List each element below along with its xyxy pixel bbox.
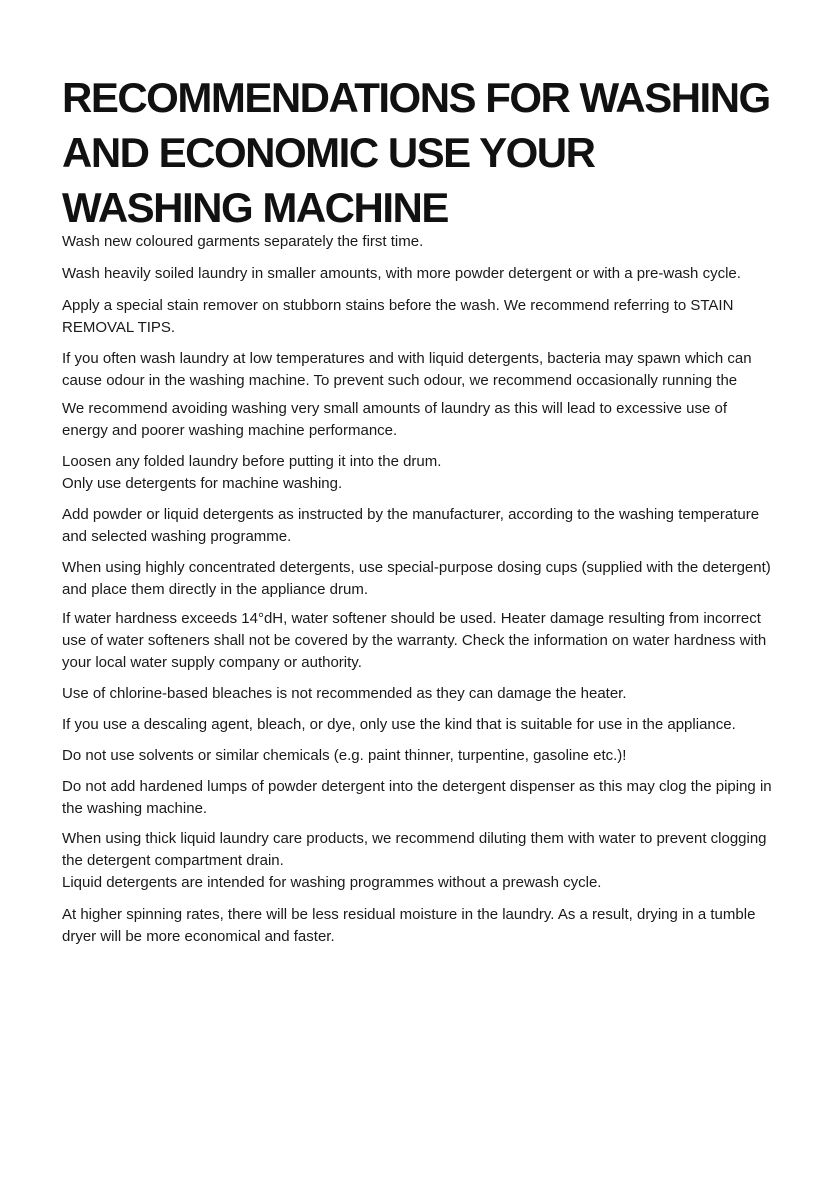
paragraph-water-hardness: If water hardness exceeds 14°dH, water softener should be used. Heater damage resulting from incorrect use of water softeners shall not be covered by the warranty. Check the information on water hardness with your local water supply company or authority. [62,610,767,671]
paragraph-descaling-agent: If you use a descaling agent, bleach, or dye, only use the kind that is suitable for use in the appliance. [62,716,736,733]
paragraph-spinning-rates: At higher spinning rates, there will be less residual moisture in the laundry. As a result, drying in a tumble dryer will be more economical and faster. [62,906,756,945]
paragraph-loosen-laundry: Loosen any folded laundry before putting it into the drum. [62,453,442,470]
paragraph-concentrated-detergents: When using highly concentrated detergents, use special-purpose dosing cups (supplied with the detergent) and place them directly in the appliance drum. [62,559,771,598]
paragraph-small-amounts: We recommend avoiding washing very small amounts of laundry as this will lead to excessive use of energy and poorer washing machine performance. [62,400,728,439]
paragraph-hardened-lumps: Do not add hardened lumps of powder detergent into the detergent dispenser as this may clog the piping in the washing machine. [62,778,772,817]
paragraph-dosing-instructions: Add powder or liquid detergents as instructed by the manufacturer, according to the washing temperature and selected washing programme. [62,506,760,545]
paragraph-low-temperatures: If you often wash laundry at low temperatures and with liquid detergents, bacteria may spawn which can cause odour in the washing machine. To prevent such odour, we recommend occasionally running the [62,350,752,389]
paragraph-solvents: Do not use solvents or similar chemicals (e.g. paint thinner, turpentine, gasoline etc.)! [62,747,627,764]
recommendations-list [62,231,774,948]
paragraph-thick-liquid: When using thick liquid laundry care products, we recommend diluting them with water to prevent clogging the detergent compartment drain. [62,830,767,869]
paragraph-chlorine-bleaches: Use of chlorine-based bleaches is not recommended as they can damage the heater. [62,685,627,702]
paragraph-stain-remover: Apply a special stain remover on stubborn stains before the wash. We recommend referring to STAIN REMOVAL TIPS. [62,297,734,336]
title-line-3: WASHING MACHINE [62,184,448,231]
paragraph-liquid-detergents: Liquid detergents are intended for washing programmes without a prewash cycle. [62,874,602,891]
paragraph-new-coloured-garments: Wash new coloured garments separately the first time. [62,233,424,250]
title-line-2: AND ECONOMIC USE YOUR [62,129,595,176]
document-page [62,70,774,948]
page-title [62,70,774,235]
paragraph-heavily-soiled: Wash heavily soiled laundry in smaller amounts, with more powder detergent or with a pre-wash cycle. [62,265,741,282]
paragraph-machine-detergents: Only use detergents for machine washing. [62,475,343,492]
title-line-1: RECOMMENDATIONS FOR WASHING [62,74,770,121]
